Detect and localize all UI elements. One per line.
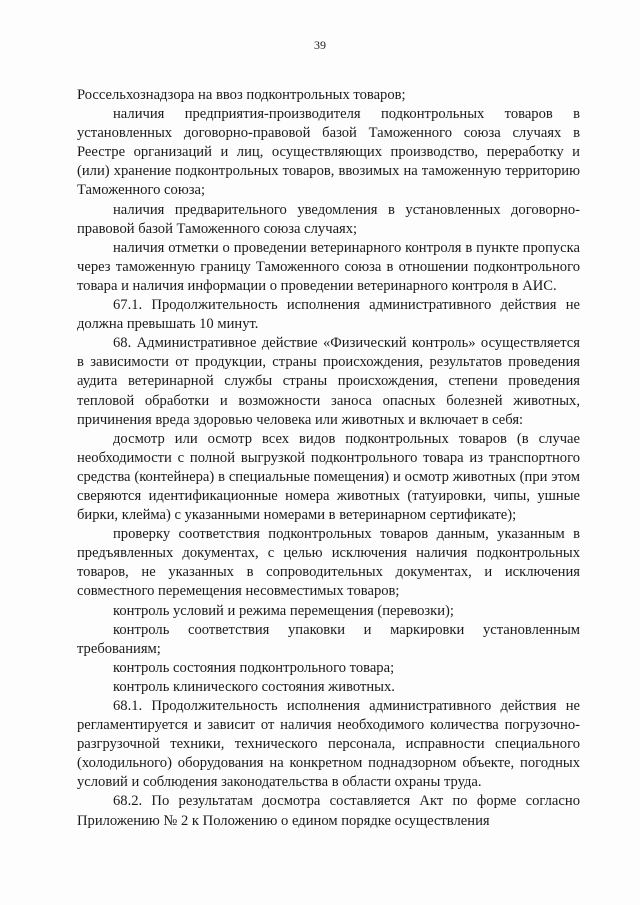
document-body: [77, 86, 580, 831]
page-number: 39: [314, 38, 326, 52]
paragraph: досмотр или осмотр всех видов подконтрольных товаров (в случае необходимости с полной выгрузкой подконтрольного товара из транспортного средства (контейнера) в специальные помещения) и осмотр животных (при этом сверяются идентификационные номера животных (татуировки, чипы, ушные бирки, клейма) с указанными номерами в ветеринарном сертификате);: [77, 430, 580, 524]
paragraph: наличия отметки о проведении ветеринарного контроля в пункте пропуска через таможенную границу Таможенного союза в отношении подконтрольного товара и наличия информации о проведении ветеринарного контроля в АИС.: [77, 239, 580, 294]
paragraph: 68.1. Продолжительность исполнения административного действия не регламентируется и зависит от наличия необходимого количества погрузочно-разгрузочной техники, технического персонала, исправности специального (холодильного) оборудования на конкретном поднадзорном объекте, погодных условий и соблюдения законодательства в области охраны труда.: [77, 698, 580, 791]
paragraph: контроль условий и режима перемещения (перевозки);: [113, 602, 454, 619]
paragraph: 68.2. По результатам досмотра составляется Акт по форме согласно Приложению № 2 к Положению о едином порядке осуществления: [77, 793, 580, 829]
paragraph: контроль клинического состояния животных.: [113, 678, 395, 695]
paragraph: наличия предприятия-производителя подконтрольных товаров в установленных договорно-правовой базой Таможенного союза случаях в Реестре организаций и лиц, осуществляющих производство, переработку и (или) хранение подконтрольных товаров, ввозимых на таможенную территорию Таможенного союза;: [77, 106, 580, 199]
paragraph: контроль состояния подконтрольного товара;: [113, 659, 395, 676]
paragraph: проверку соответствия подконтрольных товаров данным, указанным в предъявленных документах, с целью исключения наличия подконтрольных товаров, не указанных в сопроводительных документах, и исключения совместного перемещения несовместимых товаров;: [77, 526, 580, 600]
paragraph: 68. Административное действие «Физический контроль» осуществляется в зависимости от продукции, страны происхождения, результатов проведения аудита ветеринарной службы страны происхождения, степени проведения тепловой обработки и возможности заноса опасных болезней животных, причинения вреда здоровью человека или животных и включает в себя:: [77, 335, 580, 428]
paragraph: наличия предварительного уведомления в установленных договорно-правовой базой Таможенного союза случаях;: [77, 201, 580, 237]
paragraph: 67.1. Продолжительность исполнения административного действия не должна превышать 10 минут.: [77, 297, 580, 333]
paragraph: контроль соответствия упаковки и маркировки установленным требованиям;: [77, 621, 580, 657]
paragraph: Россельхознадзора на ввоз подконтрольных товаров;: [77, 87, 406, 103]
